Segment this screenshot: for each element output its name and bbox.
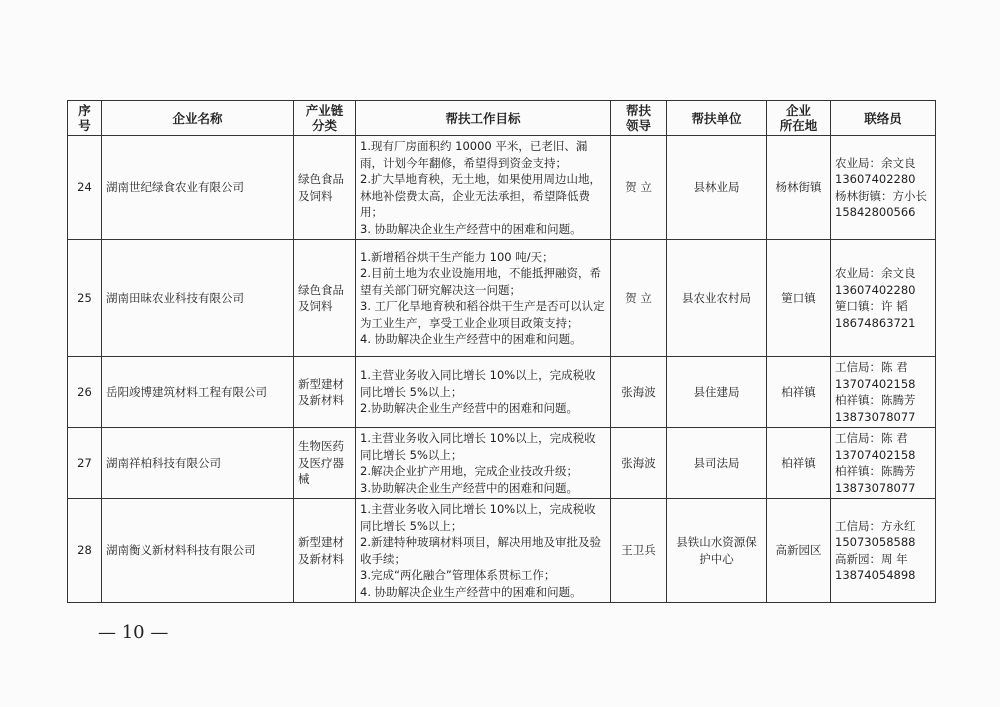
support-unit: 县住建局 [667,357,767,428]
table-header-row [68,101,936,136]
row-no: 26 [68,357,102,428]
company-name: 湖南祥柏科技有限公司 [102,428,294,499]
location: 柏祥镇 [767,357,831,428]
category: 绿色食品及饲料 [294,240,356,357]
table-row [68,499,936,603]
row-no: 27 [68,428,102,499]
leader: 贺 立 [611,136,667,240]
row-no: 28 [68,499,102,603]
leader: 张海波 [611,428,667,499]
header-leader: 帮扶 领导 [611,101,667,136]
support-unit: 县农业农村局 [667,240,767,357]
goals: 1.主营业务收入同比增长 10%以上，完成税收同比增长 5%以上； 2.协助解决企业生产经营中的困难和问题。 [356,357,611,428]
row-no: 25 [68,240,102,357]
header-company: 企业名称 [102,101,294,136]
goals: 1.新增稻谷烘干生产能力 100 吨/天； 2.目前土地为农业设施用地，不能抵押融资，希望有关部门研究解决这一问题； 3. 工厂化旱地育秧和稻谷烘干生产是否可以认定为工业生产，享受工业企业项目政策支持； 4. 协助解决企业生产经营中的困难和问题。 [356,240,611,357]
contacts: 农业局：余文良 13607402280 筻口镇：许 韬 18674863721 [831,240,936,357]
category: 绿色食品及饲料 [294,136,356,240]
header-contact: 联络员 [831,101,936,136]
company-name: 湖南世纪绿食农业有限公司 [102,136,294,240]
contacts: 工信局：陈 君 13707402158 柏祥镇：陈腾芳 13873078077 [831,357,936,428]
support-unit: 县林业局 [667,136,767,240]
contacts: 工信局：方永红 15073058588 高新园：周 年 13874054898 [831,499,936,603]
contacts: 工信局：陈 君 13707402158 柏祥镇：陈腾芳 13873078077 [831,428,936,499]
header-goals: 帮扶工作目标 [356,101,611,136]
leader: 王卫兵 [611,499,667,603]
header-unit: 帮扶单位 [667,101,767,136]
goals: 1.主营业务收入同比增长 10%以上，完成税收同比增长 5%以上； 2.解决企业扩产用地，完成企业技改升级； 3.协助解决企业生产经营中的困难和问题。 [356,428,611,499]
support-unit: 县司法局 [667,428,767,499]
header-location: 企业 所在地 [767,101,831,136]
category: 新型建材及新材料 [294,499,356,603]
leader: 贺 立 [611,240,667,357]
support-unit: 县铁山水资源保护中心 [667,499,767,603]
table-row [68,357,936,428]
header-no: 序 号 [68,101,102,136]
table-row [68,136,936,240]
category: 生物医药及医疗器械 [294,428,356,499]
leader: 张海波 [611,357,667,428]
location: 高新园区 [767,499,831,603]
company-name: 岳阳竣博建筑材料工程有限公司 [102,357,294,428]
page-number: — 10 — [98,622,169,643]
contacts: 农业局：余文良 13607402280 杨林街镇：方小长 15842800566 [831,136,936,240]
table-row [68,240,936,357]
table-row [68,428,936,499]
goals: 1.现有厂房面积约 10000 平米，已老旧、漏雨，计划今年翻修，希望得到资金支持； 2.扩大旱地育秧，无土地，如果使用周边山地，林地补偿费太高，企业无法承担，希望降低费用； 3. 协助解决企业生产经营中的困难和问题。 [356,136,611,240]
location: 杨林街镇 [767,136,831,240]
location: 柏祥镇 [767,428,831,499]
category: 新型建材及新材料 [294,357,356,428]
header-category: 产业链 分类 [294,101,356,136]
location: 筻口镇 [767,240,831,357]
company-name: 湖南田昧农业科技有限公司 [102,240,294,357]
goals: 1.主营业务收入同比增长 10%以上，完成税收同比增长 5%以上； 2.新建特种玻璃材料项目，解决用地及审批及验收手续； 3.完成“两化融合”管理体系贯标工作； 4. 协助解决企业生产经营中的困难和问题。 [356,499,611,603]
company-name: 湖南衡义新材料科技有限公司 [102,499,294,603]
row-no: 24 [68,136,102,240]
support-table [67,100,936,603]
